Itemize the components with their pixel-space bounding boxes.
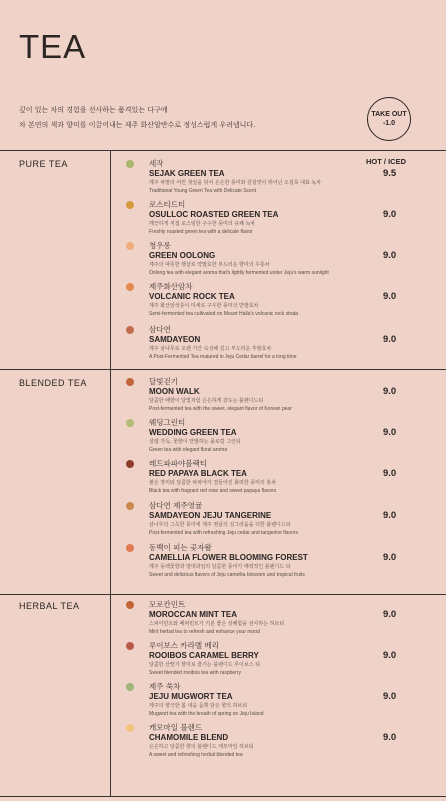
tea-color-dot (126, 724, 134, 732)
item-description-ko: 제주의 향긋한 봄 내음 듬뿍 담은 향의 허브티 (149, 703, 248, 709)
item-price: 9.0 (383, 510, 397, 521)
item-description-ko: 스피아민트와 페퍼민트가 기분 좋은 상쾌함을 선사하는 허브티 (149, 621, 285, 627)
item-description-en: A Post-Fermented Tea matured in Jeju Cedar barrel for a long time (149, 354, 297, 360)
item-price: 9.0 (383, 386, 397, 397)
item-name-en: ROOIBOS CARAMEL BERRY (149, 651, 259, 660)
divider-top (0, 150, 446, 151)
item-name-en: SAMDAYEON JEJU TANGERINE (149, 511, 272, 520)
tea-color-dot (126, 242, 134, 250)
item-name-en: VOLCANIC ROCK TEA (149, 292, 235, 301)
item-name-ko: 캐모마일 블렌드 (149, 723, 203, 732)
item-price: 9.0 (383, 334, 397, 345)
tea-color-dot (126, 642, 134, 650)
section-label-pure-tea: PURE TEA (19, 159, 68, 169)
item-name-ko: 제주 쑥차 (149, 682, 181, 691)
item-price: 9.5 (383, 168, 397, 179)
item-description-en: Sweet blended rooibos tea with raspberry (149, 670, 241, 676)
item-description-en: Black tea with fragrant red rose and sweet papaya flavors (149, 488, 277, 494)
column-divider (110, 150, 111, 796)
divider-bottom (0, 796, 446, 797)
tea-color-dot (126, 378, 134, 386)
item-name-ko: 세작 (149, 159, 164, 168)
item-description-ko: 제주 차밭의 어린 첫잎을 덖어 은은한 풍미와 감칠맛이 뛰어난 오설록 대표 녹차 (149, 180, 322, 186)
item-name-ko: 제주화산암차 (149, 282, 193, 291)
tea-color-dot (126, 544, 134, 552)
price-header: HOT / ICED (366, 157, 407, 166)
tea-color-dot (126, 283, 134, 291)
item-description-en: Oolong tea with elegant aroma that's lightly fermented under Jeju's warm sunlight (149, 270, 329, 276)
tea-color-dot (126, 601, 134, 609)
item-price: 9.0 (383, 732, 397, 743)
item-name-en: MOROCCAN MINT TEA (149, 610, 237, 619)
item-name-en: MOON WALK (149, 387, 200, 396)
item-name-ko: 로스티드티 (149, 200, 186, 209)
item-name-en: WEDDING GREEN TEA (149, 428, 237, 437)
item-description-en: Mint herbal tea to refresh and enhance your mood (149, 629, 260, 635)
takeout-label: TAKE OUT (371, 111, 407, 118)
intro-line-1: 깊이 있는 차의 경험을 선사하는 품격있는 다구에 (19, 106, 168, 114)
item-description-ko: 설렘 가득, 꽃향이 만발하는 플로럴 그린티 (149, 439, 241, 445)
item-description-ko: 붉은 장미와 달콤한 파파야가 결들어진 화려한 풍미의 홍차 (149, 480, 277, 486)
item-name-en: GREEN OOLONG (149, 251, 216, 260)
item-name-ko: 루이보스 카라멜 베리 (149, 641, 219, 650)
item-name-en: CHAMOMILE BLEND (149, 733, 229, 742)
tea-color-dot (126, 160, 134, 168)
item-description-ko: 깨끗하게 직접 로스팅한 구수한 풍미의 유쾌 녹차 (149, 221, 256, 227)
item-price: 9.0 (383, 209, 397, 220)
tea-color-dot (126, 326, 134, 334)
takeout-badge (367, 97, 411, 141)
item-name-en: CAMELLIA FLOWER BLOOMING FOREST (149, 553, 308, 562)
section-label-blended-tea: BLENDED TEA (19, 378, 87, 388)
item-description-en: Semi-fermented tea cultivated on Mount Halla's volcanic rock strata (149, 311, 299, 317)
intro-line-2: 차 본연의 색과 향미를 이끌어내는 제주 화산암반수로 정성스럽게 우려냅니다. (19, 121, 256, 129)
item-price: 9.0 (383, 250, 397, 261)
item-name-en: RED PAPAYA BLACK TEA (149, 469, 247, 478)
section-label-herbal-tea: HERBAL TEA (19, 601, 80, 611)
item-description-en: Post-fermented tea with refreshing Jeju cedar and tangerine flavors (149, 530, 298, 536)
item-name-ko: 레드파파야블랙티 (149, 459, 207, 468)
tea-color-dot (126, 201, 134, 209)
page-title: TEA (19, 28, 87, 65)
item-description-ko: 은은하고 달콤한 향의 블렌디드 캐모마일 허브티 (149, 744, 254, 750)
item-description-ko: 제주의 따뜻한 햇살로 약발효한 부드러운 향미의 우롱차 (149, 262, 270, 268)
item-price: 9.0 (383, 552, 397, 563)
item-name-ko: 삼다연 (149, 325, 171, 334)
item-description-en: Freshly roasted green tea with a delicate flavor (149, 229, 253, 235)
tea-color-dot (126, 460, 134, 468)
intro-text (19, 103, 255, 133)
item-description-en: Post-fermented tea with the sweet, elegant flavor of Korean pear (149, 406, 292, 412)
item-price: 9.0 (383, 650, 397, 661)
item-name-ko: 웨딩그린티 (149, 418, 186, 427)
item-price: 9.0 (383, 291, 397, 302)
item-price: 9.0 (383, 468, 397, 479)
tea-color-dot (126, 683, 134, 691)
item-name-en: SAMDAYEON (149, 335, 201, 344)
item-name-ko: 모로칸민트 (149, 600, 186, 609)
item-description-ko: 제주 동백꽃향과 열대과일의 달콤한 풍미가 매력적인 블렌디드 티 (149, 564, 291, 570)
divider-herbal (0, 594, 446, 595)
item-description-en: Sweet and delicious flavors of Jeju camellia blossom and tropical fruits (149, 572, 305, 578)
item-description-ko: 달콤한 산딸기 향미로 즐기는 블렌디드 루이보스 티 (149, 662, 260, 668)
divider-blended (0, 369, 446, 370)
item-description-en: Green tea with elegant floral aroma (149, 447, 228, 453)
item-description-en: Mugwort tea with the breath of spring on Jeju Island (149, 711, 264, 717)
item-description-en: Traditional Young Green Tea with Delicate Scent (149, 188, 257, 194)
item-name-ko: 달빛걷기 (149, 377, 178, 386)
takeout-discount: -1.0 (382, 120, 396, 127)
item-description-ko: 제주 삼나무로 오랜 기간 숙성해 깊고 부드러운 후발효차 (149, 346, 272, 352)
tea-color-dot (126, 502, 134, 510)
item-name-en: SEJAK GREEN TEA (149, 169, 225, 178)
item-description-ko: 달콤한 배향이 달빛처럼 은은하게 감도는 블렌디드티 (149, 398, 264, 404)
item-name-ko: 청우롱 (149, 241, 171, 250)
tea-color-dot (126, 419, 134, 427)
item-description-en: A sweet and refreshing herbal blended tea (149, 752, 243, 758)
item-name-ko: 동백이 피는 곶자왈 (149, 543, 212, 552)
item-price: 9.0 (383, 609, 397, 620)
item-name-ko: 삼다연 제주영귤 (149, 501, 203, 510)
item-description-ko: 제주 화산암석층이 미세로 구우한 풍미의 반발효차 (149, 303, 259, 309)
item-name-en: JEJU MUGWORT TEA (149, 692, 233, 701)
item-name-en: OSULLOC ROASTED GREEN TEA (149, 210, 279, 219)
item-description-ko: 삼나무의 그윽한 풍미에 제주 영귤의 싱그러움을 더한 블렌디드티 (149, 522, 291, 528)
item-price: 9.0 (383, 427, 397, 438)
item-price: 9.0 (383, 691, 397, 702)
